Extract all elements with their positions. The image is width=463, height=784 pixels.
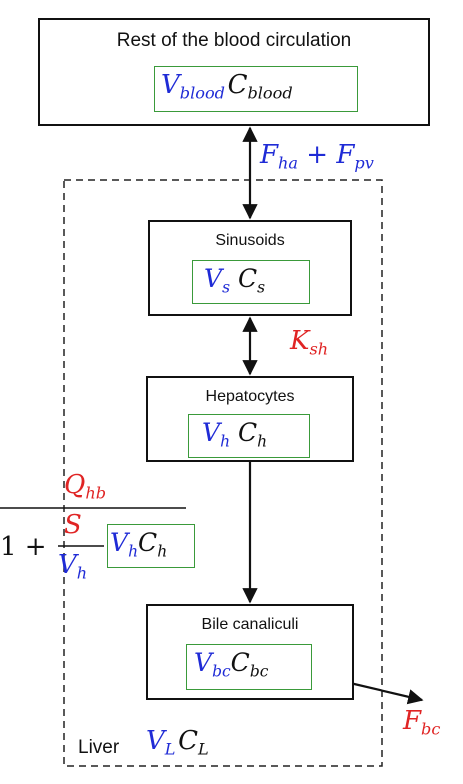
liver-label: Liver <box>78 737 120 758</box>
fbc-excretion-label: $F_{bc}$ <box>403 706 441 739</box>
sinusoids-volume-concentration: $V_s$ $C_s$ <box>204 264 266 297</box>
liver-volume-concentration: $V_L$ $C_L$ <box>146 726 209 759</box>
sinusoids-box <box>148 220 352 316</box>
fraction-volume-concentration: $V_hC_h$ <box>110 528 168 561</box>
bile-canaliculi-box <box>146 604 354 700</box>
hepatocytes-title: Hepatocytes <box>205 388 295 405</box>
blood-volume-concentration: $V_{blood}$ $C_{blood}$ <box>161 70 293 103</box>
bile-volume-concentration: $V_{bc}C_{bc}$ <box>194 648 269 681</box>
rest-of-circulation-box <box>38 18 430 126</box>
fraction-one-plus: 1 + <box>0 532 47 562</box>
hepatocytes-box <box>146 376 354 462</box>
bile-out-arrow <box>350 683 422 700</box>
hepatocytes-volume-concentration: $V_h$ $C_h$ <box>202 418 268 451</box>
ksh-rate-label: $K_{sh}$ <box>290 326 329 359</box>
qhb-numerator: $Q_{hb}$ <box>64 470 107 503</box>
bile-canaliculi-title: Bile canaliculi <box>201 616 299 633</box>
portal-arterial-flow-label: $F_{ha} + F_{pv}$ <box>260 140 374 173</box>
fraction-vh: $V_h$ <box>58 550 88 583</box>
rest-of-circulation-title: Rest of the blood circulation <box>116 30 352 51</box>
fraction-s: S <box>64 510 82 540</box>
sinusoids-title: Sinusoids <box>215 232 285 249</box>
